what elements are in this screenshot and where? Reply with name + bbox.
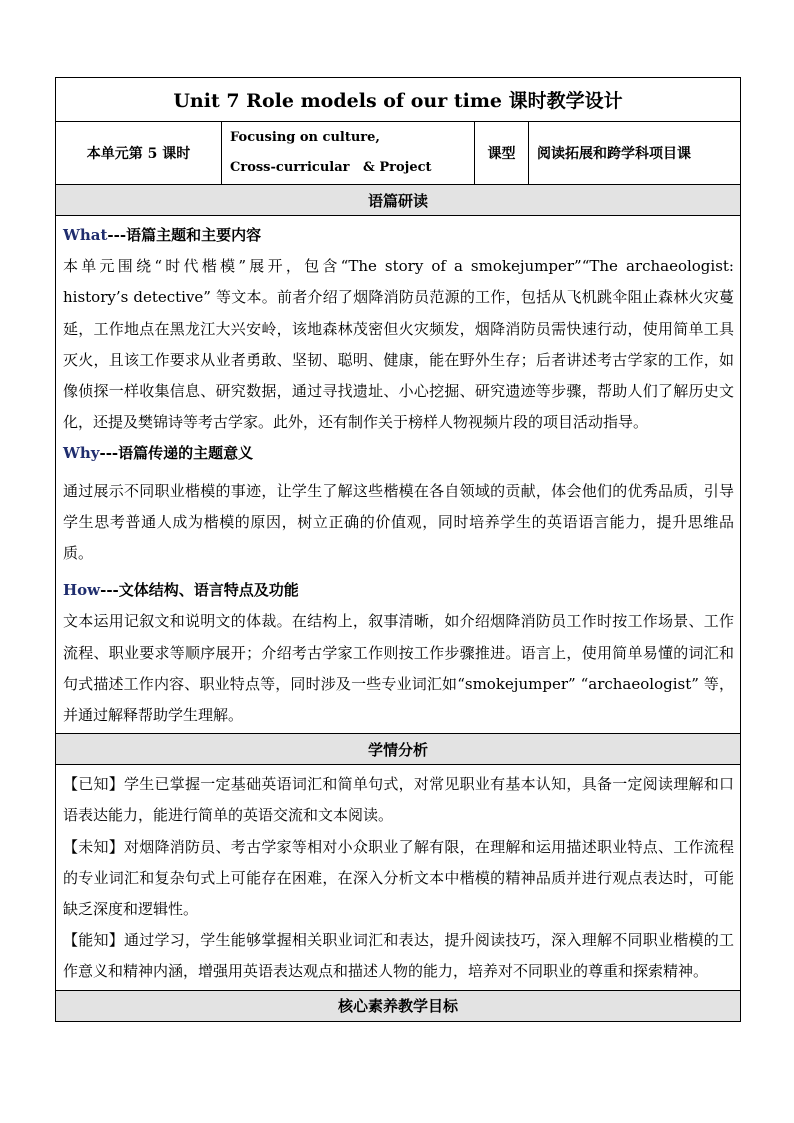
lesson-type-value: 阅读拓展和跨学科项目课 [537, 146, 691, 162]
why-body: 通过展示不同职业楷模的事迹，让学生了解这些楷模在各自领域的贡献，体会他们的优秀品质，引导学生思考普通人成为楷模的原因，树立正确的价值观，同时培养学生的英语语言能力，提升思维品质。 [63, 481, 734, 563]
focus-line-1: Focusing on culture, [230, 130, 380, 145]
lesson-info-row [56, 122, 740, 185]
lesson-type-label: 课型 [475, 122, 529, 184]
lesson-plan-table [55, 77, 741, 1022]
how-heading-cn: ---文体结构、语言特点及功能 [100, 581, 299, 600]
section-header-teaching-goals: 核心素养教学目标 [56, 991, 740, 1021]
focus-line-2: Cross-curricular & Project [230, 160, 432, 175]
what-heading [63, 220, 734, 251]
document-title: Unit 7 Role models of our time 课时教学设计 [56, 78, 740, 122]
reading-analysis-section [56, 216, 740, 734]
student-analysis-section [56, 765, 740, 990]
what-body: 本单元围绕“时代楷模”展开，包含“The story of a smokejumper”“The archaeologist: history’s detective” 等文本。前者介绍了烟降消防员范源的工作，包括从飞机跳伞阻止森林火灾蔓延，工作地点在黑龙江大兴安岭，该地森林茂密但火灾频发，烟降消防员需快速行动，使用简单工具灭火，且该工作要求从业者勇敢、坚韧、聪明、健康，能在野外生存；后者讲述考古学家的工作，如像侦探一样收集信息、研究数据，通过寻找遗址、小心挖掘、研究遗迹等步骤，帮助人们了解历史文化，还提及樊锦诗等考古学家。此外，还有制作关于榜样人物视频片段的项目活动指导。 [63, 257, 734, 432]
section-header-reading: 语篇研读 [56, 185, 740, 216]
lesson-focus [222, 122, 475, 184]
what-heading-en: What [63, 226, 108, 244]
why-heading-cn: ---语篇传递的主题意义 [99, 444, 254, 463]
able-paragraph: 【能知】通过学习，学生能够掌握相关职业词汇和表达，提升阅读技巧，深入理解不同职业楷模的工作意义和精神内涵，增强用英语表达观点和描述人物的能力，培养对不同职业的尊重和探索精神。 [63, 931, 734, 981]
what-heading-cn: ---语篇主题和主要内容 [107, 226, 262, 244]
how-body: 文本运用记叙文和说明文的体裁。在结构上，叙事清晰，如介绍烟降消防员工作时按工作场景、工作流程、职业要求等顺序展开；介绍考古学家工作则按工作步骤推进。语言上，使用简单易懂的词汇和句式描述工作内容、职业特点等，同时涉及一些专业词汇如“smokejumper” “archaeologist” 等，并通过解释帮助学生理解。 [63, 612, 734, 725]
section-header-student-analysis: 学情分析 [56, 734, 740, 765]
why-heading [63, 438, 734, 469]
how-heading-en: How [63, 581, 101, 600]
how-heading [63, 575, 734, 606]
known-paragraph: 【已知】学生已掌握一定基础英语词汇和简单句式，对常见职业有基本认知，具备一定阅读理解和口语表达能力，能进行简单的英语交流和文本阅读。 [63, 775, 734, 825]
unknown-paragraph: 【未知】对烟降消防员、考古学家等相对小众职业了解有限，在理解和运用描述职业特点、工作流程的专业词汇和复杂句式上可能存在困难，在深入分析文本中楷模的精神品质并进行观点表达时，可能缺乏深度和逻辑性。 [63, 837, 734, 919]
why-heading-en: Why [63, 444, 100, 463]
lesson-number: 本单元第 5 课时 [56, 122, 222, 184]
